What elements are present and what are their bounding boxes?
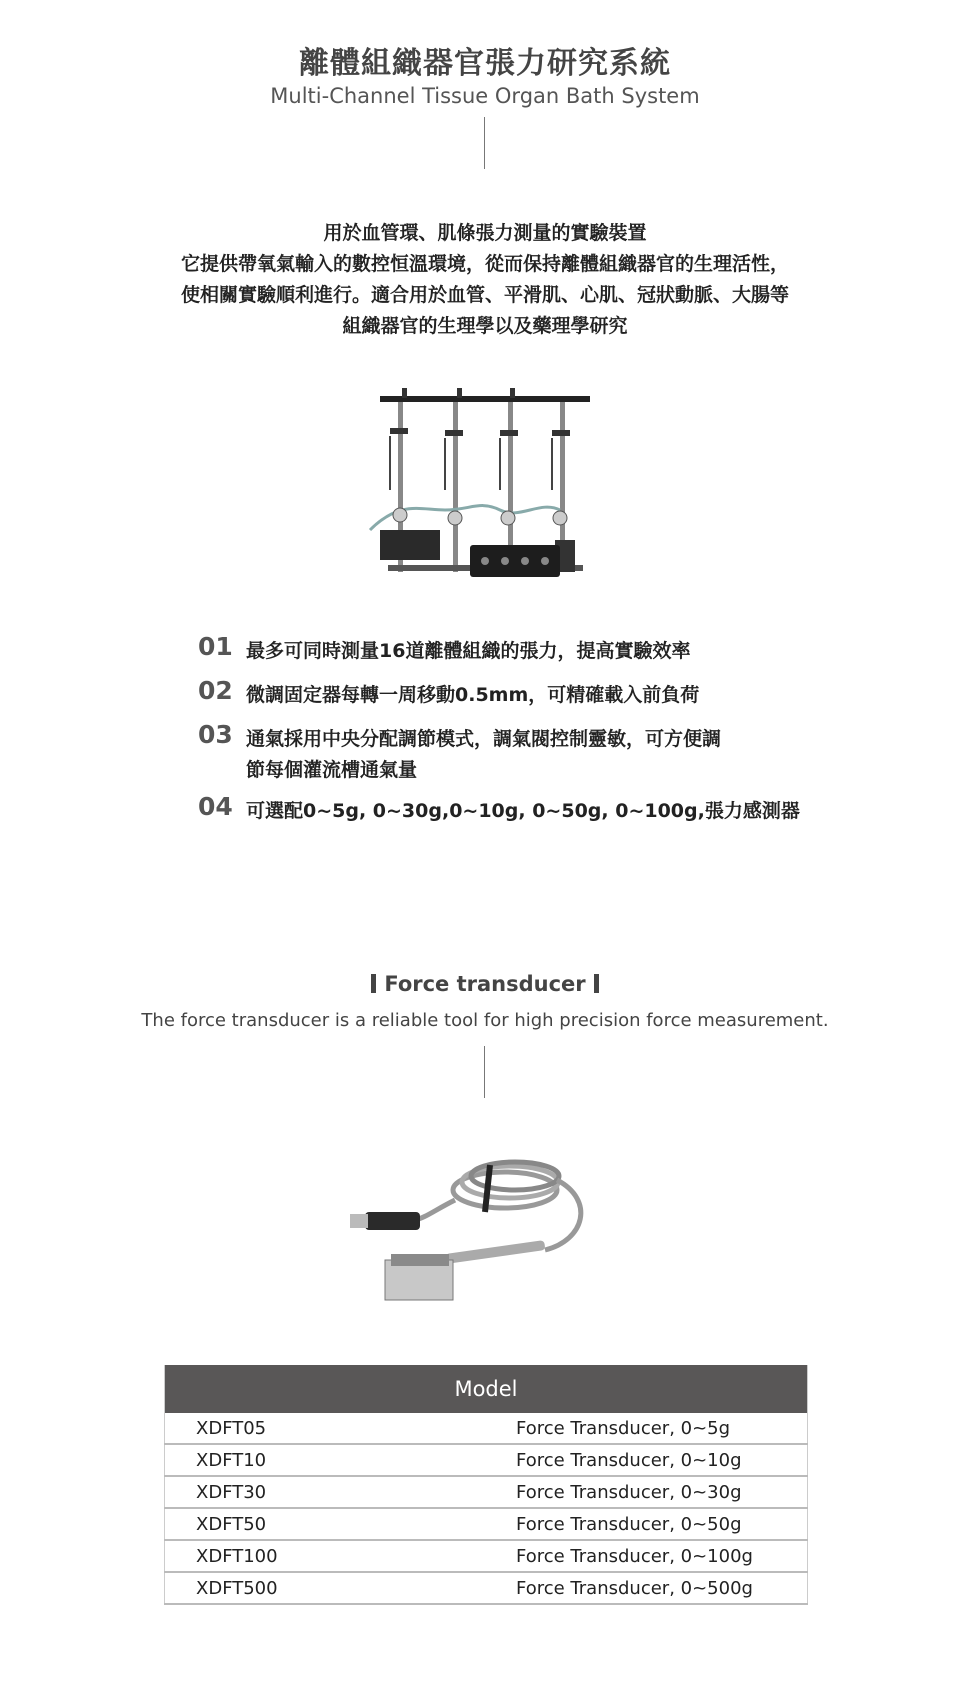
description-cell: Force Transducer, 0~100g <box>486 1540 808 1572</box>
organ-bath-apparatus-image <box>360 380 610 610</box>
description-cell: Force Transducer, 0~10g <box>486 1444 808 1476</box>
page-title: 離體組織器官張力研究系統 <box>299 46 671 81</box>
section-subtitle: The force transducer is a reliable tool for high precision force measurement. <box>141 1010 829 1031</box>
table-row <box>165 1508 808 1540</box>
feature-number: 02 <box>198 676 233 705</box>
model-cell: XDFT30 <box>165 1476 487 1508</box>
table-row <box>165 1540 808 1572</box>
feature-text: 通氣採用中央分配調節模式，調氣閥控制靈敏，可方便調 節每個灌流槽通氣量 <box>246 728 722 781</box>
table-row <box>165 1476 808 1508</box>
title-bar-right <box>594 974 599 993</box>
model-cell: XDFT100 <box>165 1540 487 1572</box>
table-header: Model <box>165 1365 808 1413</box>
intro-line: 使相關實驗順利進行。適合用於血管、平滑肌、心肌、冠狀動脈、大腸等 <box>180 284 789 306</box>
title-bar-left <box>371 974 376 993</box>
description-cell: Force Transducer, 0~30g <box>486 1476 808 1508</box>
feature-text: 最多可同時測量16道離體組織的張力，提高實驗效率 <box>246 640 691 662</box>
model-table <box>164 1365 808 1605</box>
model-cell: XDFT05 <box>165 1413 487 1444</box>
description-cell: Force Transducer, 0~50g <box>486 1508 808 1540</box>
model-cell: XDFT50 <box>165 1508 487 1540</box>
feature-number: 01 <box>198 632 233 661</box>
intro-line: 組織器官的生理學以及藥理學研究 <box>342 315 628 337</box>
feature-number: 04 <box>198 792 233 821</box>
intro-line: 它提供帶氧氣輸入的數控恒溫環境，從而保持離體組織器官的生理活性， <box>180 253 789 275</box>
table-row <box>165 1444 808 1476</box>
table-row <box>165 1413 808 1444</box>
feature-text: 微調固定器每轉一周移動0.5mm，可精確載入前負荷 <box>246 684 700 706</box>
intro-paragraph <box>0 218 970 342</box>
intro-line: 用於血管環、肌條張力測量的實驗裝置 <box>323 222 647 244</box>
feature-number: 03 <box>198 720 233 749</box>
feature-text: 可選配0~5g, 0~30g,0~10g, 0~50g, 0~100g,張力感測器 <box>246 800 800 822</box>
model-cell: XDFT500 <box>165 1572 487 1604</box>
description-cell: Force Transducer, 0~5g <box>486 1413 808 1444</box>
divider-line <box>484 1046 485 1098</box>
table-row <box>165 1572 808 1604</box>
page-subtitle: Multi-Channel Tissue Organ Bath System <box>270 84 700 108</box>
section-title: Force transducer <box>0 972 970 996</box>
description-cell: Force Transducer, 0~500g <box>486 1572 808 1604</box>
force-transducer-image <box>345 1150 635 1310</box>
model-cell: XDFT10 <box>165 1444 487 1476</box>
divider-line <box>484 117 485 169</box>
